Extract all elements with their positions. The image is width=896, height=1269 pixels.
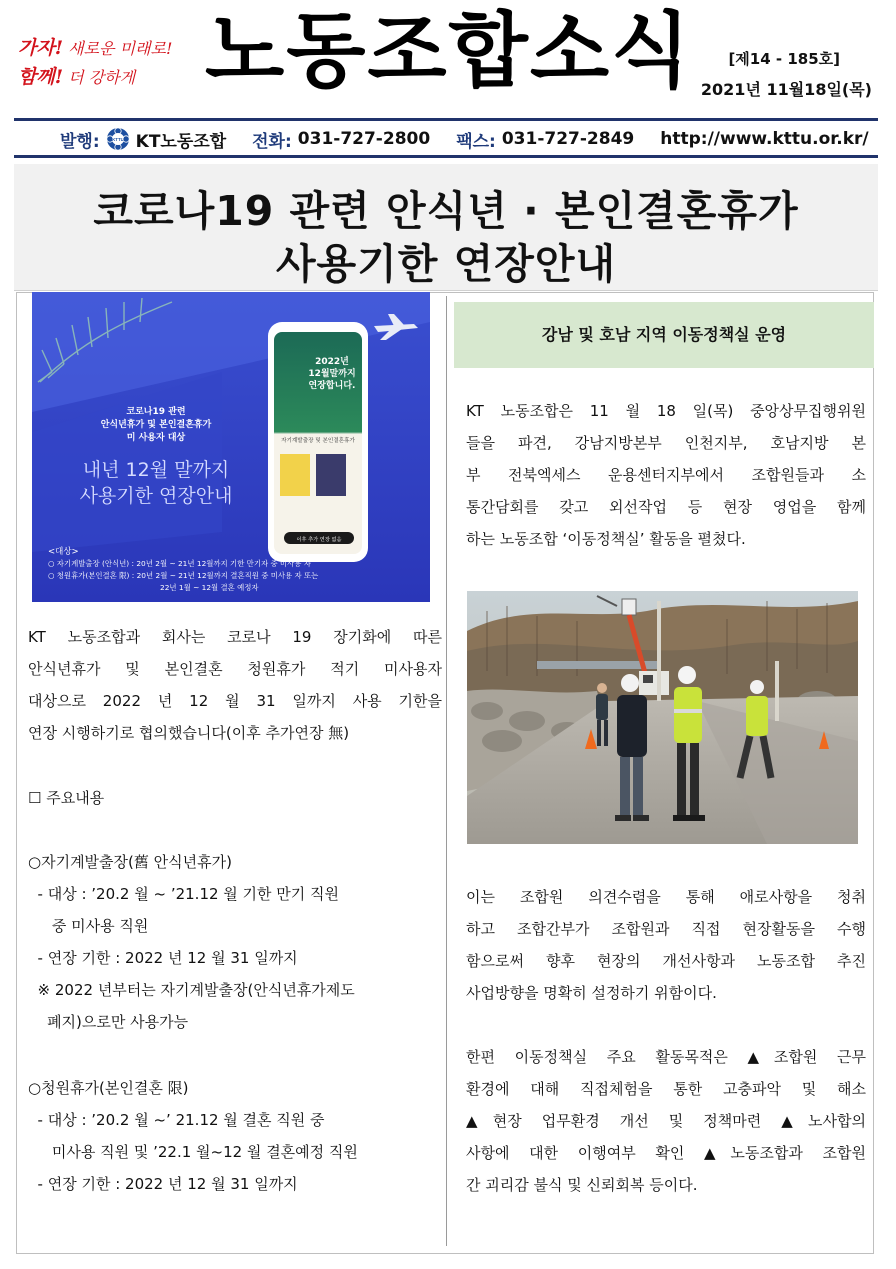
item-2-line: 미사용 직원 및 ’22.1 월~12 월 결혼예정 직원 (28, 1143, 358, 1161)
promo-text-1: 코로나19 관련 (126, 407, 186, 417)
promo-target-3: 22년 1월 ~ 12월 결혼 예정자 (160, 583, 259, 592)
section-heading (28, 782, 442, 814)
slogan-red-1: 가자! (18, 37, 64, 59)
slogan (18, 34, 198, 92)
right-heading: 강남 및 호남 지역 이동정책실 운영 (541, 325, 787, 344)
column-divider (446, 296, 447, 1246)
contact-bar (60, 126, 869, 152)
item-1-line: ※ 2022 년부터는 자기계발출장(안식년휴가제도 (28, 981, 355, 999)
header-rule-bottom (14, 155, 878, 158)
right-para1-line: 부 전북엑세스 운용센터지부에서 조합원들과 소 (466, 466, 866, 484)
kttu-logo-text: KTTU (111, 137, 124, 142)
right-para3-line: 사항에 대한 이행여부 확인 ▲노동조합과 조합원 (466, 1144, 866, 1162)
headline-box (14, 164, 878, 291)
phone-card-title: 자기계발출장 및 본인결혼휴가 (281, 438, 355, 444)
masthead: 노동조합소식 (205, 4, 693, 99)
right-para1-line: 들을 파견, 강남지방본부 인천지부, 호남지방 본 (466, 434, 866, 452)
right-paragraph-1 (466, 395, 866, 555)
phone-key: 전화: (252, 131, 292, 152)
promo-big-2: 사용기한 연장안내 (79, 485, 233, 507)
promo-image (32, 292, 430, 602)
left-paragraph-1 (28, 621, 442, 749)
promo-target-label: <대상> (48, 547, 79, 557)
right-para2-last: 사업방향을 명확히 설정하기 위함이다. (466, 984, 717, 1002)
item-2 (28, 1072, 442, 1200)
issue-number: [제14 - 185호] (728, 50, 840, 68)
fax-number: 031-727-2849 (501, 129, 635, 149)
promo-big-1: 내년 12월 말까지 (82, 459, 230, 481)
item-2-line: - 연장 기한 : 2022 년 12 월 31 일까지 (28, 1175, 298, 1193)
website-link[interactable]: http://www.kttu.or.kr/ (660, 129, 869, 149)
right-para3-line: ▲현장 업무환경 개선 및 정책마련 ▲노사합의 (466, 1112, 866, 1130)
slogan-red-2: 함께! (18, 66, 64, 88)
kttu-logo-icon (106, 127, 130, 151)
headline-line-2: 사용기한 연장안내 (275, 240, 617, 288)
promo-target-2: ○ 청원휴가(본인결혼 限) : 20년 2월 ~ 21년 12월까지 결혼직원 중 미사용 자 또는 (48, 571, 319, 580)
item-2-line: - 대상 : ’20.2 월 ~’ 21.12 월 결혼 직원 중 (28, 1111, 325, 1129)
right-para3-last: 간 괴리감 불식 및 신뢰회복 등이다. (466, 1176, 698, 1194)
right-para3-line: 한편 이동정책실 주요 활동목적은 ▲조합원 근무 (466, 1048, 866, 1066)
right-paragraph-3 (466, 1041, 866, 1201)
field-activity-photo (467, 591, 858, 844)
publisher-key: 발행: (60, 131, 100, 152)
promo-text-3: 미 사용자 대상 (126, 433, 186, 443)
headline-line-1: 코로나19 관련 안식년 · 본인결혼휴가 (93, 187, 799, 235)
item-1-line: 폐지)으로만 사용가능 (28, 1013, 189, 1031)
right-para1-last: 하는 노동조합 ‘이동정책실’ 활동을 펼쳤다. (466, 530, 746, 548)
item-1-line: - 연장 기한 : 2022 년 12 월 31 일까지 (28, 949, 298, 967)
phone-button: 이후 추가 연장 없음 (296, 537, 342, 543)
right-para2-line: 함으로써 향후 현장의 개선사항과 노동조합 추진 (466, 952, 866, 970)
section-heading-text: ☐ 주요내용 (28, 789, 105, 807)
left-para1-last: 연장 시행하기로 협의했습니다(이후 추가연장 無) (28, 724, 350, 742)
item-2-title: ○청원휴가(본인결혼 限) (28, 1079, 189, 1097)
left-para1-line: 대상으로 2022 년 12 월 31 일까지 사용 기한을 (28, 692, 442, 710)
header-rule-top (14, 118, 878, 121)
right-para2-line: 이는 조합원 의견수렴을 통해 애로사항을 청취 (466, 888, 866, 906)
item-1-line: - 대상 : ’20.2 월 ~ ’21.12 월 기한 만기 직원 (28, 885, 340, 903)
slogan-thin-1: 새로운 미래로! (63, 39, 173, 58)
publisher: KT노동조합 (135, 131, 227, 152)
item-1-line: 중 미사용 직원 (28, 917, 149, 935)
right-heading-box (454, 302, 874, 368)
promo-target-1: ○ 자기계발출장 (안식년) : 20년 2월 ~ 21년 12월까지 기한 만기자 중 미사용 자 (48, 559, 311, 568)
phone-number: 031-727-2800 (297, 129, 431, 149)
left-para1-line: 안식년휴가 및 본인결혼 청원휴가 적기 미사용자 (28, 660, 442, 678)
phone-text-1: 2022년 (315, 357, 349, 367)
item-1 (28, 846, 442, 1038)
phone-text-3: 연장합니다. (308, 381, 356, 391)
slogan-thin-2: 더 강하게 (63, 68, 136, 87)
phone-text-2: 12월말까지 (308, 369, 356, 379)
left-para1-line: KT 노동조합과 회사는 코로나 19 장기화에 따른 (28, 628, 442, 646)
right-para1-line: KT 노동조합은 11 월 18 일(목) 중앙상무집행위원 (466, 402, 866, 420)
item-1-title: ○자기계발출장(舊 안식년휴가) (28, 853, 232, 871)
right-para1-line: 통간담회를 갖고 외선작업 등 현장 영업을 함께 (466, 498, 866, 516)
fax-key: 팩스: (456, 131, 496, 152)
promo-text-2: 안식년휴가 및 본인결혼휴가 (100, 420, 212, 430)
right-para3-line: 환경에 대해 직접체험을 통한 고충파악 및 해소 (466, 1080, 866, 1098)
issue-date: 2021년 11월18일(목) (700, 80, 872, 99)
right-paragraph-2 (466, 881, 866, 1009)
right-para2-line: 하고 조합간부가 조합원과 직접 현장활동을 수행 (466, 920, 866, 938)
